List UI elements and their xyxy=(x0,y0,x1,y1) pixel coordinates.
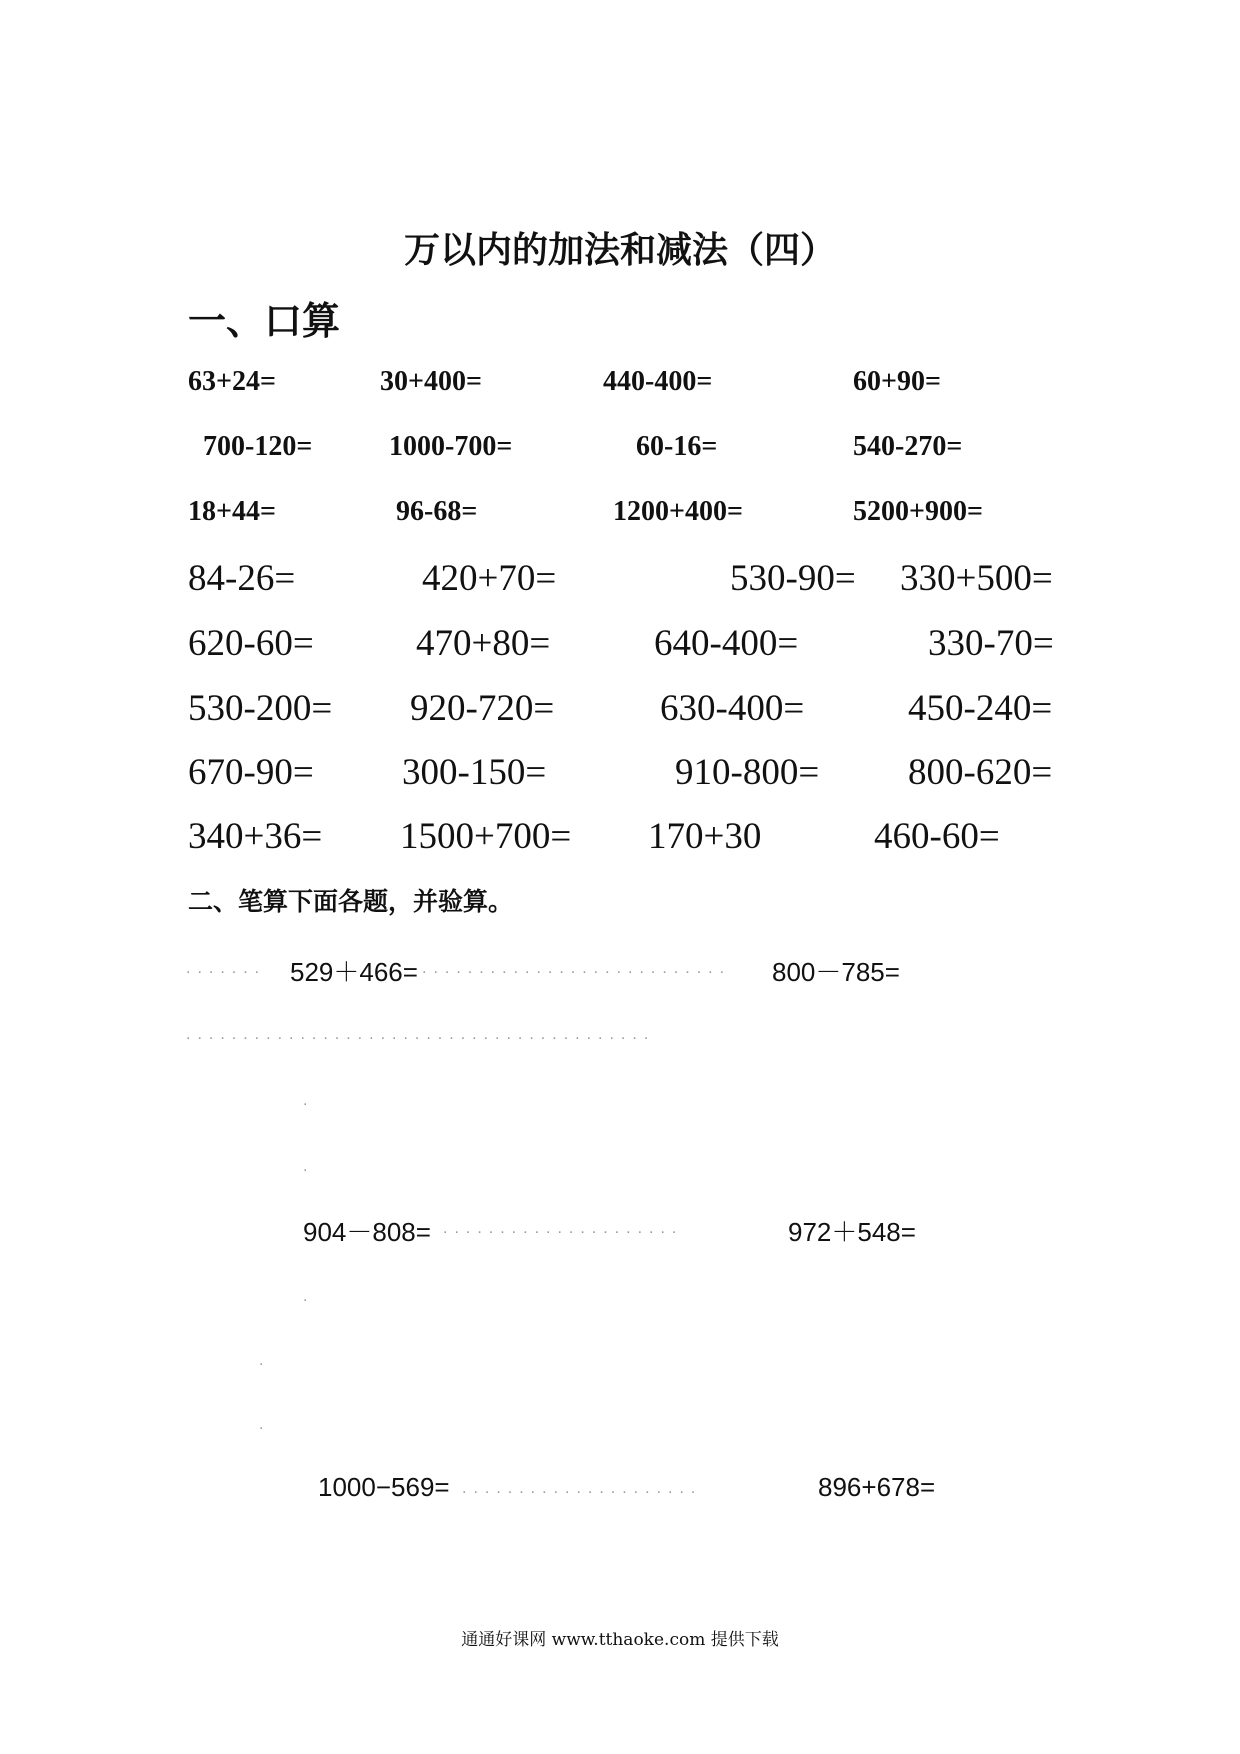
exercise: 450-240= xyxy=(908,688,1053,729)
exercise: 300-150= xyxy=(402,752,547,793)
dot-mark: . xyxy=(303,1158,315,1175)
dot-mark: . xyxy=(303,1092,315,1109)
exercise: 96-68= xyxy=(396,496,478,527)
dotted-line: ..................... xyxy=(443,1220,684,1237)
exercise: 530-200= xyxy=(188,688,333,729)
dotted-line: ....... xyxy=(186,960,267,977)
dotted-line: ......................................... xyxy=(186,1026,656,1043)
exercise: 800-620= xyxy=(908,752,1053,793)
footer-credit: 通通好课网 www.tthaoke.com 提供下载 xyxy=(461,1630,779,1650)
exercise: 420+70= xyxy=(422,558,557,599)
exercise: 620-60= xyxy=(188,623,314,664)
exercise: 340+36= xyxy=(188,816,323,857)
exercise: 460-60= xyxy=(874,816,1000,857)
exercise: 530-90= xyxy=(730,558,856,599)
written-problem: 972＋548= xyxy=(788,1217,916,1247)
exercise: 330+500= xyxy=(900,558,1053,599)
exercise: 1000-700= xyxy=(389,431,513,462)
written-problem: 800－785= xyxy=(772,957,900,987)
dot-mark: . xyxy=(303,1288,315,1305)
exercise: 1500+700= xyxy=(400,816,572,857)
exercise: 670-90= xyxy=(188,752,314,793)
dotted-line: ........................... xyxy=(422,960,732,977)
exercise: 440-400= xyxy=(603,366,713,397)
written-problem: 1000−569= xyxy=(318,1472,450,1502)
written-problem: 904－808= xyxy=(303,1217,431,1247)
section-1-heading: 一、口算 xyxy=(188,298,341,343)
exercise: 60+90= xyxy=(853,366,941,397)
exercise: 18+44= xyxy=(188,496,276,527)
exercise: 700-120= xyxy=(203,431,313,462)
dot-mark: . xyxy=(259,1416,271,1433)
exercise: 640-400= xyxy=(654,623,799,664)
exercise: 30+400= xyxy=(380,366,482,397)
page-title: 万以内的加法和减法（四） xyxy=(403,229,836,271)
exercise: 330-70= xyxy=(928,623,1054,664)
dot-mark: . xyxy=(259,1352,271,1369)
written-problem: 529＋466= xyxy=(290,957,418,987)
exercise: 910-800= xyxy=(675,752,820,793)
dotted-line: ..................... xyxy=(462,1480,703,1497)
exercise: 170+30 xyxy=(648,816,762,857)
exercise: 1200+400= xyxy=(613,496,743,527)
exercise: 470+80= xyxy=(416,623,551,664)
written-problem: 896+678= xyxy=(818,1472,936,1502)
section-2-heading: 二、笔算下面各题，并验算。 xyxy=(188,887,514,916)
exercise: 60-16= xyxy=(636,431,718,462)
exercise: 63+24= xyxy=(188,366,276,397)
exercise: 84-26= xyxy=(188,558,296,599)
exercise: 630-400= xyxy=(660,688,805,729)
exercise: 5200+900= xyxy=(853,496,983,527)
exercise: 920-720= xyxy=(410,688,555,729)
exercise: 540-270= xyxy=(853,431,963,462)
